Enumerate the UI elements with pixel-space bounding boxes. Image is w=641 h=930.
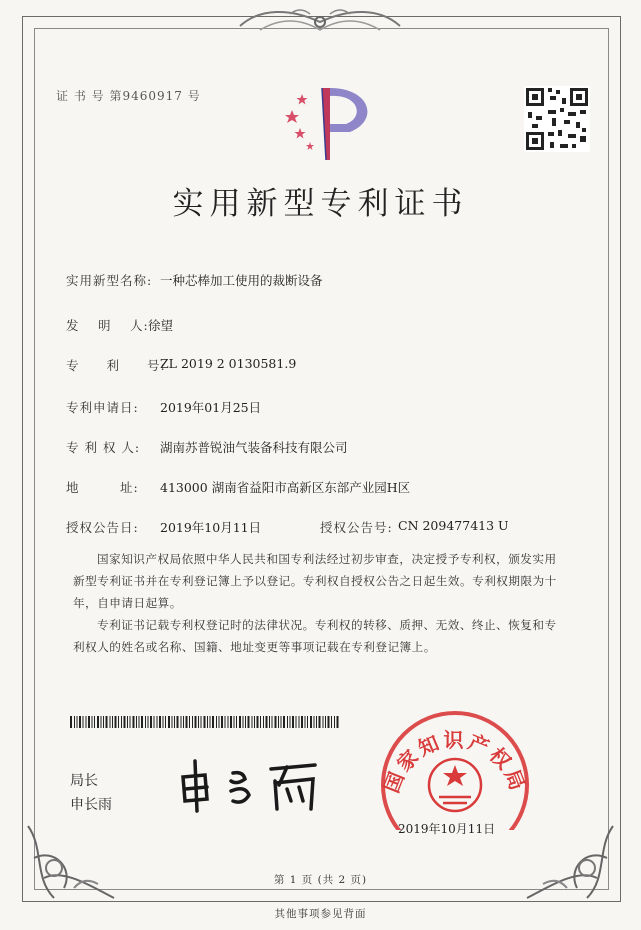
patent-number-label: 专 利 号: [66,358,166,373]
cnipa-logo-icon [280,80,390,162]
corner-ornament-icon [24,818,124,904]
certificate-number: 证 书 号 第9460917 号 [56,89,201,103]
top-ornament-icon [230,4,410,40]
patentee-label: 专 利 权 人: [66,440,141,455]
handwritten-signature [175,755,325,815]
corner-ornament-icon [517,818,617,904]
address-value: 413000 湖南省益阳市高新区东部产业园H区 [160,480,411,495]
page-indicator: 第 1 页 (共 2 页) [273,874,368,886]
name-value: 一种芯棒加工使用的裁断设备 [160,273,323,288]
grant-date-value: 2019年10月11日 [160,520,262,535]
signature-name: 申长雨 [70,797,112,813]
barcode-icon [70,716,340,728]
bottom-note: 其他事项参见背面 [274,908,367,920]
inventor-label: 发 明 人: [66,318,149,333]
filing-date-label: 专利申请日: [66,400,139,415]
certificate-title: 实用新型专利证书 [172,186,469,222]
name-label: 实用新型名称: [66,273,153,288]
legal-status-paragraph: 专利证书记载专利权登记时的法律状况。专利权的转移、质押、无效、终止、恢复和专利权人的姓名或名称、国籍、地址变更等事项记载在专利登记簿上。 [73,618,557,654]
seal-date: 2019年10月11日 [398,822,496,836]
seal-text: 国家知识产权局 [379,728,531,797]
grant-statement-paragraph: 国家知识产权局依照中华人民共和国专利法经过初步审查，决定授予专利权，颁发实用新型专利证书并在专利登记簿上予以登记。专利权自授权公告之日起生效。专利权期限为十年，自申请日起算。 [73,552,557,610]
official-seal-icon [375,705,535,830]
grant-date-label: 授权公告日: [66,520,139,535]
grant-number-value: CN 209477413 U [398,518,509,533]
inventor-value: 徐望 [148,318,174,333]
qr-code-icon [524,86,590,152]
address-label: 地 址: [66,480,139,495]
filing-date-value: 2019年01月25日 [160,400,262,415]
patentee-value: 湖南苏普锐油气装备科技有限公司 [160,440,348,455]
grant-number-label: 授权公告号: [320,520,393,535]
patent-number-value: ZL 2019 2 0130581.9 [160,356,297,371]
signature-title: 局长 [70,773,98,789]
